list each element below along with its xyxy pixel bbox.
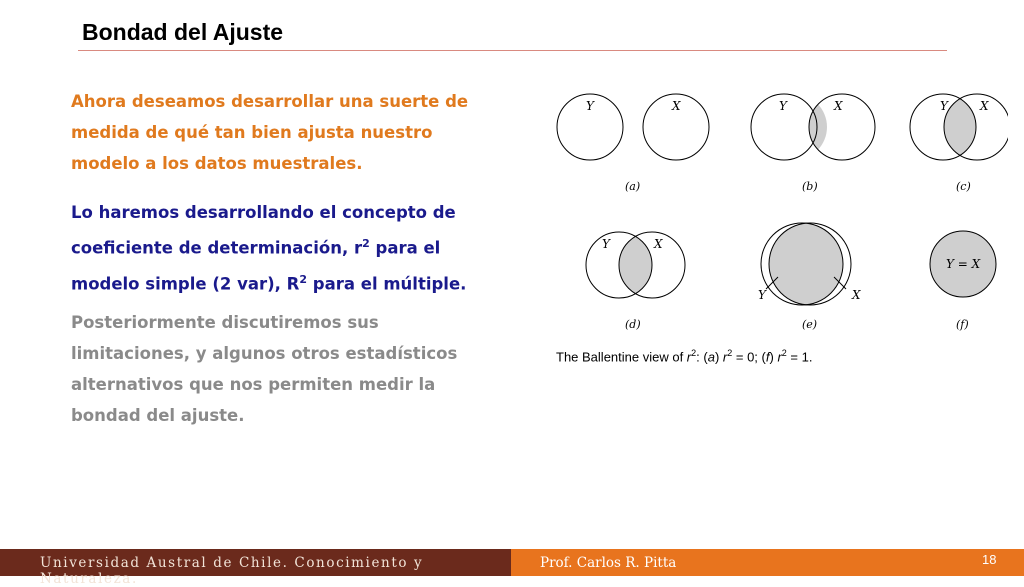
label-y: Y	[758, 288, 766, 302]
slide-title: Bondad del Ajuste	[82, 19, 284, 45]
panel-label: (f)	[956, 318, 969, 331]
caption-mid: : (	[696, 349, 708, 365]
label-y: Y	[586, 99, 594, 113]
label-y: Y	[602, 237, 610, 251]
venn-panel-e	[758, 223, 861, 331]
venn-panel-f	[930, 231, 996, 331]
panel-label: (e)	[802, 318, 818, 331]
venn-figure	[548, 84, 1008, 374]
label-x: X	[834, 99, 843, 113]
caption-sup2: 2	[727, 348, 733, 358]
label-y: Y	[779, 99, 787, 113]
panel-label: (d)	[625, 318, 641, 331]
caption-eq1: = 1.	[786, 349, 813, 365]
p2-sup-1: 2	[362, 237, 370, 250]
label-x: X	[654, 237, 663, 251]
caption-r3: r	[777, 349, 782, 365]
footer-bar	[0, 549, 1024, 587]
venn-diagrams-svg	[548, 84, 1008, 344]
label-x: X	[672, 99, 681, 113]
p2-sup-2: 2	[299, 272, 308, 286]
p2-text-c: para el múltiple.	[307, 274, 467, 293]
caption-r2: r	[722, 349, 728, 365]
paragraph-intro: Ahora deseamos desarrollar una suerte de medida de qué tan bien ajusta nuestro modelo a los datos muestrales.	[71, 92, 469, 173]
label-yx: Y = X	[946, 257, 981, 271]
paragraph-determination	[71, 197, 471, 299]
venn-panel-d	[586, 232, 685, 331]
panel-label: (a)	[625, 180, 641, 193]
venn-panel-a	[557, 94, 709, 193]
page-number: 18	[982, 552, 997, 567]
caption-f: f	[765, 349, 770, 365]
caption-sup3: 2	[781, 348, 787, 358]
caption-a: a	[707, 349, 715, 365]
caption-r: r	[686, 349, 692, 365]
figure-caption	[556, 348, 812, 364]
label-y: Y	[940, 99, 948, 113]
title-underline	[78, 50, 947, 51]
caption-prefix: The Ballentine view of	[556, 349, 687, 365]
caption-mid3: )	[769, 349, 778, 365]
label-x: X	[980, 99, 989, 113]
p2-text-a: Lo haremos desarrollando el concepto de coeficiente de determinación, r	[71, 203, 456, 258]
caption-mid2: )	[714, 349, 723, 365]
footer-institution-block	[0, 549, 511, 587]
caption-sup: 2	[691, 348, 697, 358]
footer-author: Prof. Carlos R. Pitta	[540, 555, 677, 571]
venn-panel-b	[751, 94, 875, 193]
paragraph-limitations: Posteriormente discutiremos sus limitaciones, y algunos otros estadísticos alternativos que nos permiten medir la bondad del ajuste.	[71, 313, 458, 425]
panel-label: (b)	[802, 180, 818, 193]
p2-text-b: para el modelo simple (2 var), R	[71, 238, 441, 293]
label-x: X	[852, 288, 861, 302]
caption-eq0: = 0; (	[732, 349, 766, 365]
panel-label: (c)	[956, 180, 971, 193]
footer-institution: Universidad Austral de Chile. Conocimiento y Naturaleza.	[40, 555, 424, 587]
venn-panel-c	[910, 94, 1008, 193]
